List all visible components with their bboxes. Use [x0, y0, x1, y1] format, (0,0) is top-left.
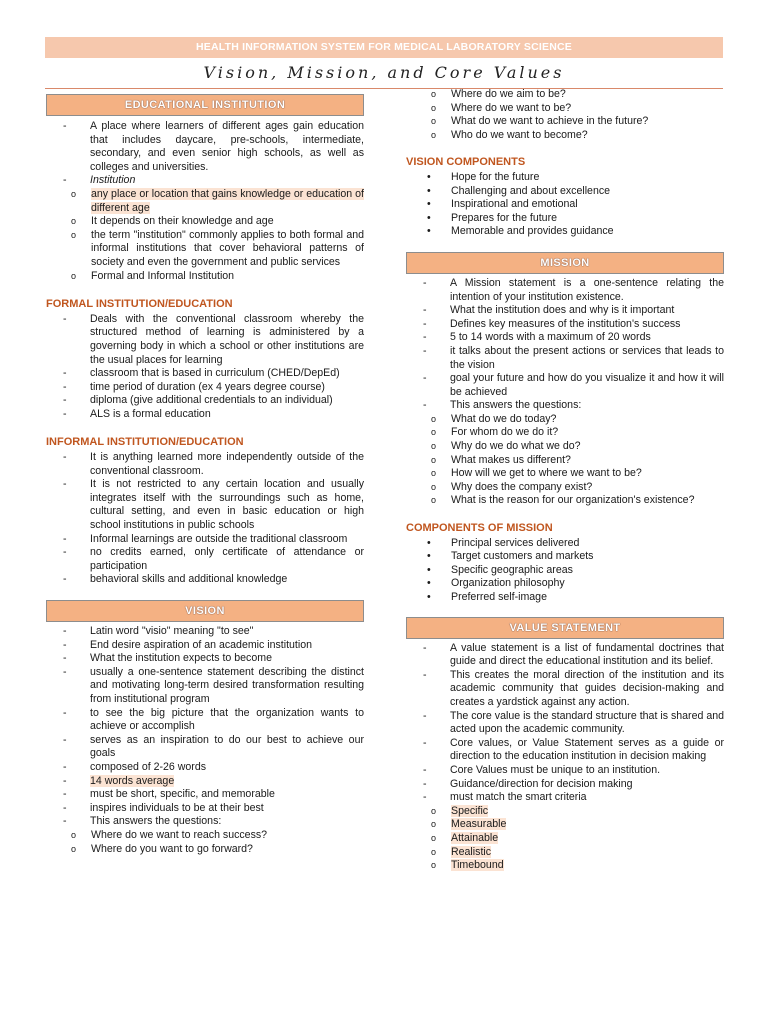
list-item: • Inspirational and emotional — [406, 198, 724, 212]
list-item: • Challenging and about excellence — [406, 185, 724, 199]
list-item: • Memorable and provides guidance — [406, 225, 724, 239]
list-item: - This answers the questions: — [46, 815, 364, 829]
list-item: o Where do you want to go forward? — [46, 843, 364, 857]
list-item: • Principal services delivered — [406, 537, 724, 551]
mission-questions-list — [406, 413, 724, 508]
list-item — [406, 818, 724, 832]
list-item: o How will we get to where we want to be? — [406, 467, 724, 481]
list-item: - classroom that is based in curriculum (CHED/DepEd) — [46, 367, 364, 381]
components-of-mission-heading: COMPONENTS OF MISSION — [406, 522, 553, 535]
list-item: o Where do we want to be? — [406, 102, 724, 116]
list-item: o Where do we aim to be? — [406, 88, 724, 102]
highlight: 14 words average — [90, 774, 175, 787]
highlight: Attainable — [451, 831, 499, 844]
list-item: - Defines key measures of the institution's success — [406, 318, 724, 332]
list-item: - no credits earned, only certificate of attendance or participation — [46, 546, 364, 573]
list-item: • Target customers and markets — [406, 550, 724, 564]
list-item: • Organization philosophy — [406, 577, 724, 591]
informal-institution-heading: INFORMAL INSTITUTION/EDUCATION — [46, 436, 244, 449]
components-of-mission-list — [406, 537, 724, 605]
list-item: - ALS is a formal education — [46, 408, 364, 422]
list-item: - composed of 2-26 words — [46, 761, 364, 775]
list-item: - A place where learners of different ages gain education that includes daycare, pre-schools, intermediate, secondary, and even senior high schools, as well as colleges and universities. — [46, 120, 364, 174]
left-column — [46, 94, 364, 856]
list-item: - goal your future and how do you visualize it and how it will be achieved — [406, 372, 724, 399]
list-item — [406, 846, 724, 860]
list-item: - usually a one-sentence statement describing the distinct and motivating long-term desired transformation resulting from institutional program — [46, 666, 364, 707]
vision-components-list — [406, 171, 724, 239]
right-column — [406, 88, 724, 873]
list-item — [46, 188, 364, 215]
smart-criteria-list — [406, 805, 724, 873]
list-item — [46, 174, 364, 188]
list-item: - must be short, specific, and memorable — [46, 788, 364, 802]
institution-sublist — [46, 188, 364, 283]
vision-components-heading: VISION COMPONENTS — [406, 156, 526, 169]
list-item: - Guidance/direction for decision making — [406, 778, 724, 792]
list-item: - diploma (give additional credentials to an individual) — [46, 394, 364, 408]
list-item: • Hope for the future — [406, 171, 724, 185]
list-item: o Who do we want to become? — [406, 129, 724, 143]
list-item: - Core Values must be unique to an institution. — [406, 764, 724, 778]
list-item: o For whom do we do it? — [406, 426, 724, 440]
value-statement-heading: VALUE STATEMENT — [406, 617, 724, 639]
value-statement-list — [406, 642, 724, 805]
list-item — [46, 775, 364, 789]
list-item: - A value statement is a list of fundamental doctrines that guide and direct the educational institution and its belief. — [406, 642, 724, 669]
highlight: Realistic — [451, 845, 492, 858]
educational-institution-heading: EDUCATIONAL INSTITUTION — [46, 94, 364, 116]
list-item: - inspires individuals to be at their best — [46, 802, 364, 816]
list-item: o Formal and Informal Institution — [46, 270, 364, 284]
list-item: - This creates the moral direction of the institution and its academic community that guides decision-making and creates a yardstick against any action. — [406, 669, 724, 710]
informal-institution-list — [46, 451, 364, 587]
list-item — [406, 859, 724, 873]
highlight: Timebound — [451, 859, 504, 872]
list-item: - What the institution expects to become — [46, 652, 364, 666]
list-item: - behavioral skills and additional knowledge — [46, 573, 364, 587]
educational-institution-list — [46, 120, 364, 188]
list-item: - It is anything learned more independently outside of the conventional classroom. — [46, 451, 364, 478]
list-item: - What the institution does and why is it important — [406, 304, 724, 318]
list-item: • Specific geographic areas — [406, 564, 724, 578]
list-item: o Where do we want to reach success? — [46, 829, 364, 843]
list-item: - The core value is the standard structure that is shared and acted upon the academic community. — [406, 710, 724, 737]
list-item: o What do we do today? — [406, 413, 724, 427]
list-item: - to see the big picture that the organization wants to achieve or accomplish — [46, 707, 364, 734]
document-title: Vision, Mission, and Core Values — [203, 63, 565, 82]
list-item: • Preferred self-image — [406, 591, 724, 605]
vision-questions-list — [46, 829, 364, 856]
vision-questions-continued — [406, 88, 724, 142]
vision-heading: VISION — [46, 600, 364, 622]
list-item: - time period of duration (ex 4 years degree course) — [46, 381, 364, 395]
list-item: o What is the reason for our organization's existence? — [406, 494, 724, 508]
formal-institution-heading: FORMAL INSTITUTION/EDUCATION — [46, 298, 233, 311]
highlight: any place or location that gains knowledge or education of different age — [91, 187, 364, 214]
mission-heading: MISSION — [406, 252, 724, 274]
document-banner: HEALTH INFORMATION SYSTEM FOR MEDICAL LABORATORY SCIENCE — [45, 37, 723, 58]
list-item: - it talks about the present actions or services that leads to the vision — [406, 345, 724, 372]
list-item: - End desire aspiration of an academic institution — [46, 639, 364, 653]
highlight: Measurable — [451, 818, 507, 831]
list-item: o What makes us different? — [406, 454, 724, 468]
list-item: • Prepares for the future — [406, 212, 724, 226]
list-item: - Core values, or Value Statement serves as a guide or direction to the education institution in decision making — [406, 737, 724, 764]
list-item: - A Mission statement is a one-sentence relating the intention of your institution existence. — [406, 277, 724, 304]
list-item: - It is not restricted to any certain location and usually integrates itself with the surroundings such as home, cultural setting, and even in basic education or high school institutions in public schools — [46, 478, 364, 532]
vision-list — [46, 625, 364, 829]
list-item — [406, 805, 724, 819]
list-item: o Why do we do what we do? — [406, 440, 724, 454]
list-item: - This answers the questions: — [406, 399, 724, 413]
list-item: o the term "institution" commonly applies to both formal and informal institutions that cover behavioral patterns of society and even the government and public services — [46, 229, 364, 270]
list-item — [406, 832, 724, 846]
list-item: - 5 to 14 words with a maximum of 20 words — [406, 331, 724, 345]
list-item: o It depends on their knowledge and age — [46, 215, 364, 229]
institution-term: Institution — [90, 174, 136, 187]
list-item: - Informal learnings are outside the traditional classroom — [46, 533, 364, 547]
formal-institution-list — [46, 313, 364, 422]
list-item: - must match the smart criteria — [406, 791, 724, 805]
list-item: - Deals with the conventional classroom whereby the structured method of learning is administered by a governing body in which a school or other institutions are the usual places for learning — [46, 313, 364, 367]
highlight: Specific — [451, 804, 489, 817]
list-item: o Why does the company exist? — [406, 481, 724, 495]
mission-list — [406, 277, 724, 413]
list-item: - Latin word "visio" meaning "to see" — [46, 625, 364, 639]
list-item: o What do we want to achieve in the future? — [406, 115, 724, 129]
list-item: - serves as an inspiration to do our best to achieve our goals — [46, 734, 364, 761]
